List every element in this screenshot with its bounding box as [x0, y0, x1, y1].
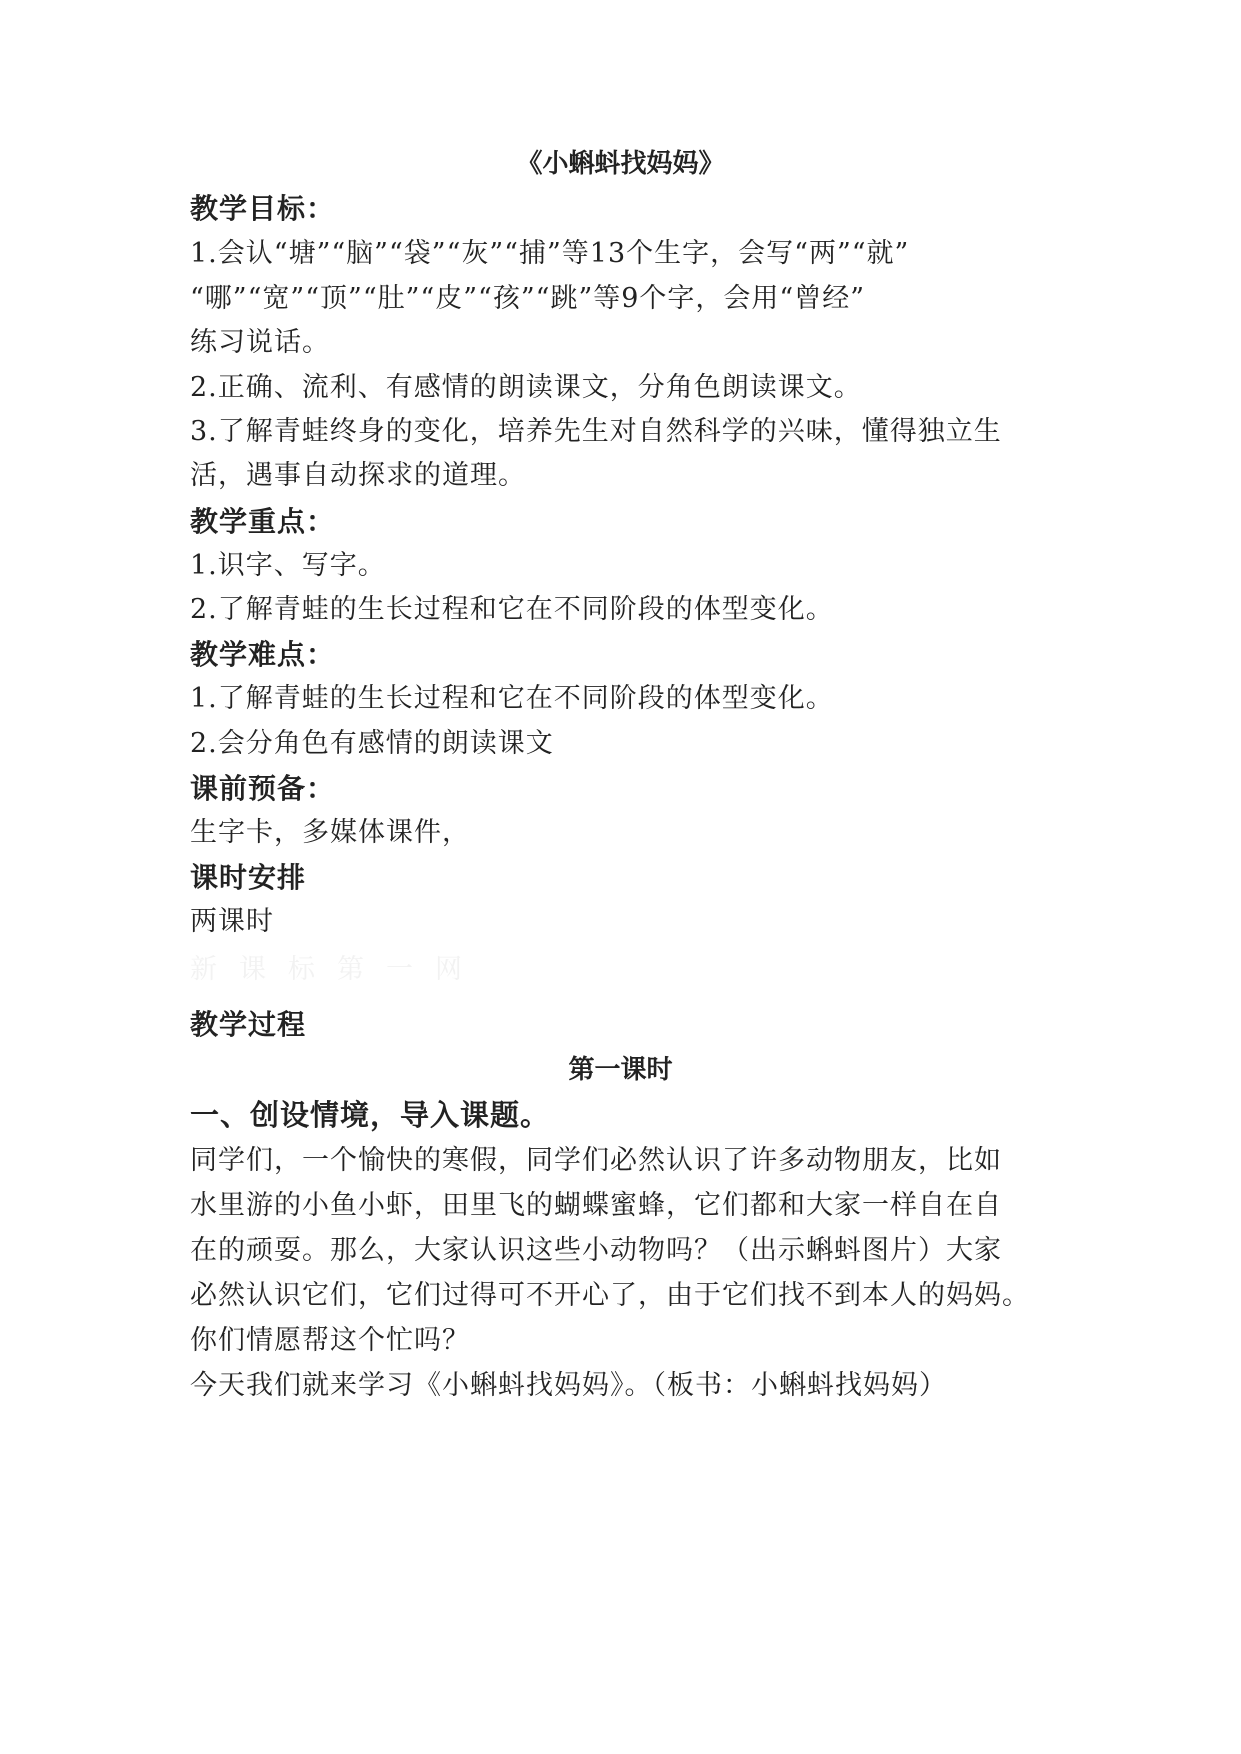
preparation-line: 生字卡，多媒体课件，: [190, 817, 470, 848]
lesson-title: 第一课时: [568, 1055, 673, 1085]
objectives-heading: 教学目标：: [190, 192, 336, 225]
process-line: 你们情愿帮这个忙吗？: [190, 1325, 470, 1356]
process-line: 水里游的小鱼小虾，田里飞的蝴蝶蜜蜂，它们都和大家一样自在自: [190, 1190, 1002, 1221]
objectives-line: 3.了解青蛙终身的变化，培养先生对自然科学的兴味，懂得独立生: [190, 416, 1002, 447]
objectives-line: 练习说话。: [190, 327, 330, 358]
process-line: 在的顽耍。那么，大家认识这些小动物吗？（出示蝌蚪图片）大家: [190, 1235, 1002, 1266]
difficulties-line: 2.会分角色有感情的朗读课文: [190, 728, 554, 759]
schedule-heading: 课时安排: [190, 861, 307, 894]
process-line: 同学们，一个愉快的寒假，同学们必然认识了许多动物朋友，比如: [190, 1145, 1002, 1176]
difficulties-heading: 教学难点：: [190, 638, 336, 671]
watermark-text: 新课标第一网: [190, 954, 484, 985]
process-line: 必然认识它们，它们过得可不开心了，由于它们找不到本人的妈妈。: [190, 1280, 1030, 1311]
objectives-line: “哪”“宽”“顶”“肚”“皮”“孩”“跳”等9个字，会用“曾经”: [190, 283, 866, 314]
key-points-line: 2.了解青蛙的生长过程和它在不同阶段的体型变化。: [190, 594, 834, 625]
process-heading: 教学过程: [190, 1008, 307, 1041]
preparation-heading: 课前预备：: [190, 772, 336, 805]
objectives-line: 2.正确、流利、有感情的朗读课文，分角色朗读课文。: [190, 372, 862, 403]
key-points-heading: 教学重点：: [190, 505, 336, 538]
difficulties-line: 1.了解青蛙的生长过程和它在不同阶段的体型变化。: [190, 683, 834, 714]
objectives-line: 1.会认“塘”“脑”“袋”“灰”“捕”等13个生字，会写“两”“就”: [190, 238, 910, 269]
objectives-line: 活，遇事自动探求的道理。: [190, 460, 526, 491]
process-line: 今天我们就来学习《小蝌蚪找妈妈》。（板书：小蝌蚪找妈妈）: [190, 1370, 947, 1401]
document-title: 《小蝌蚪找妈妈》: [516, 149, 725, 179]
section-heading: 一、创设情境，导入课题。: [190, 1098, 551, 1132]
schedule-line: 两课时: [190, 906, 274, 937]
key-points-line: 1.识字、写字。: [190, 550, 386, 581]
